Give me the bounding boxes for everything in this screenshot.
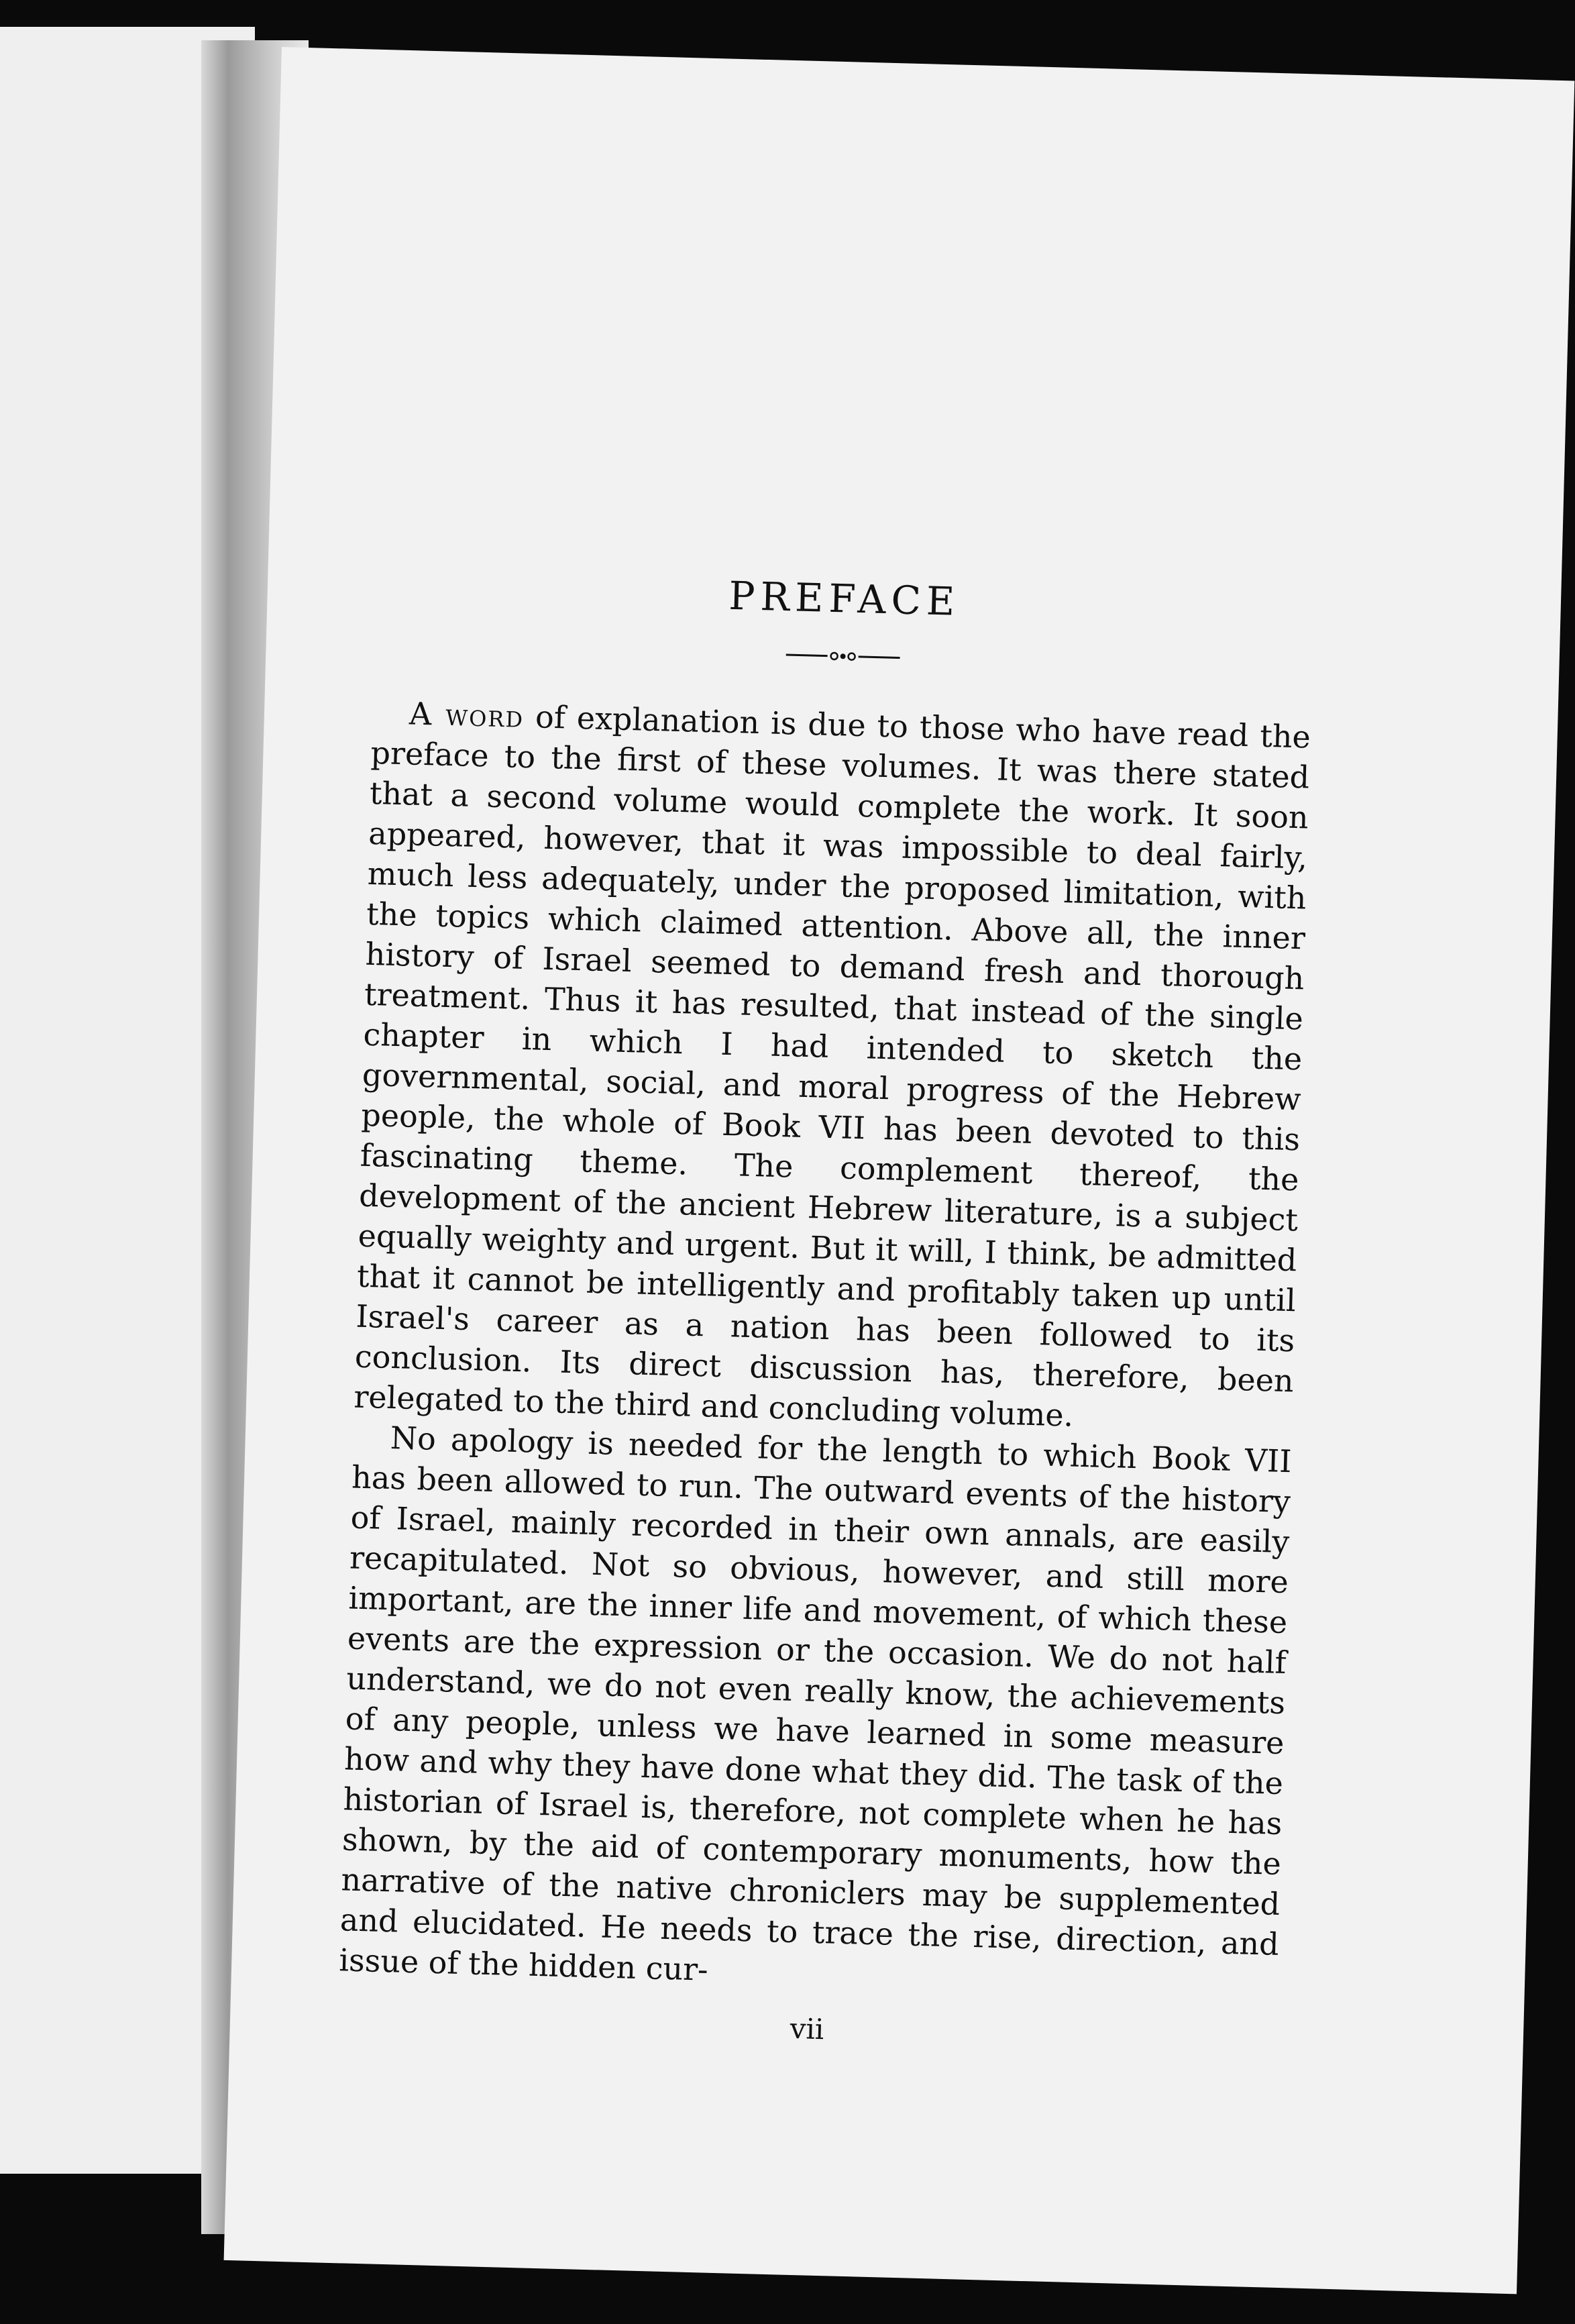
paragraph-1-text: of explanation is due to those who have read the preface to the first of these volumes. It was there stated that a second volume would complete the work. It soon appeared, however, that it was impossible to deal fairly, much less adequately, under the proposed limitation, with the topics which claimed attention. Above all, the inner history of Israel seemed to demand fresh and thorough treatment. Thus it has resulted, that instead of the single chapter in which I had intended to sketch the governmental, social, and moral progress of the Hebrew people, the whole of Book VII has been devoted to this fascinating theme. The complement thereof, the development of the ancient Hebrew literature, is a subject equally weighty and urgent. But it will, I think, be admitted that it cannot be intelligently and profitably taken up until Israel's career as a nation has been followed to its conclusion. Its direct discussion has, therefore, been relegated to the third and concluding volume. [353, 698, 1311, 1434]
paragraph-2-text: No apology is needed for the length to which Book VII has been allowed to run. The outward events of the history of Israel, mainly recorded in their own annals, are easily recapitulated. Not so obvious, however, and still more important, are the inner life and movement, of which these events are the expression or the occasion. We do not half understand, we do not even really know, the achievements of any people, unless we have learned in some measure how and why they have done what they did. The task of the historian of Israel is, therefore, not complete when he has shown, by the aid of contemporary monuments, how the narrative of the native chroniclers may be supplemented and elucidated. He needs to trace the rise, direction, and issue of the hidden cur- [338, 1420, 1293, 1988]
preface-paragraph-2 [339, 1417, 1293, 2005]
title-ornament-icon [785, 647, 900, 666]
opening-words: A word [409, 695, 525, 735]
page-content [337, 564, 1315, 2058]
page-number: vii [790, 2011, 824, 2046]
page-title: PREFACE [728, 572, 961, 625]
preface-paragraph-1 [354, 692, 1311, 1441]
